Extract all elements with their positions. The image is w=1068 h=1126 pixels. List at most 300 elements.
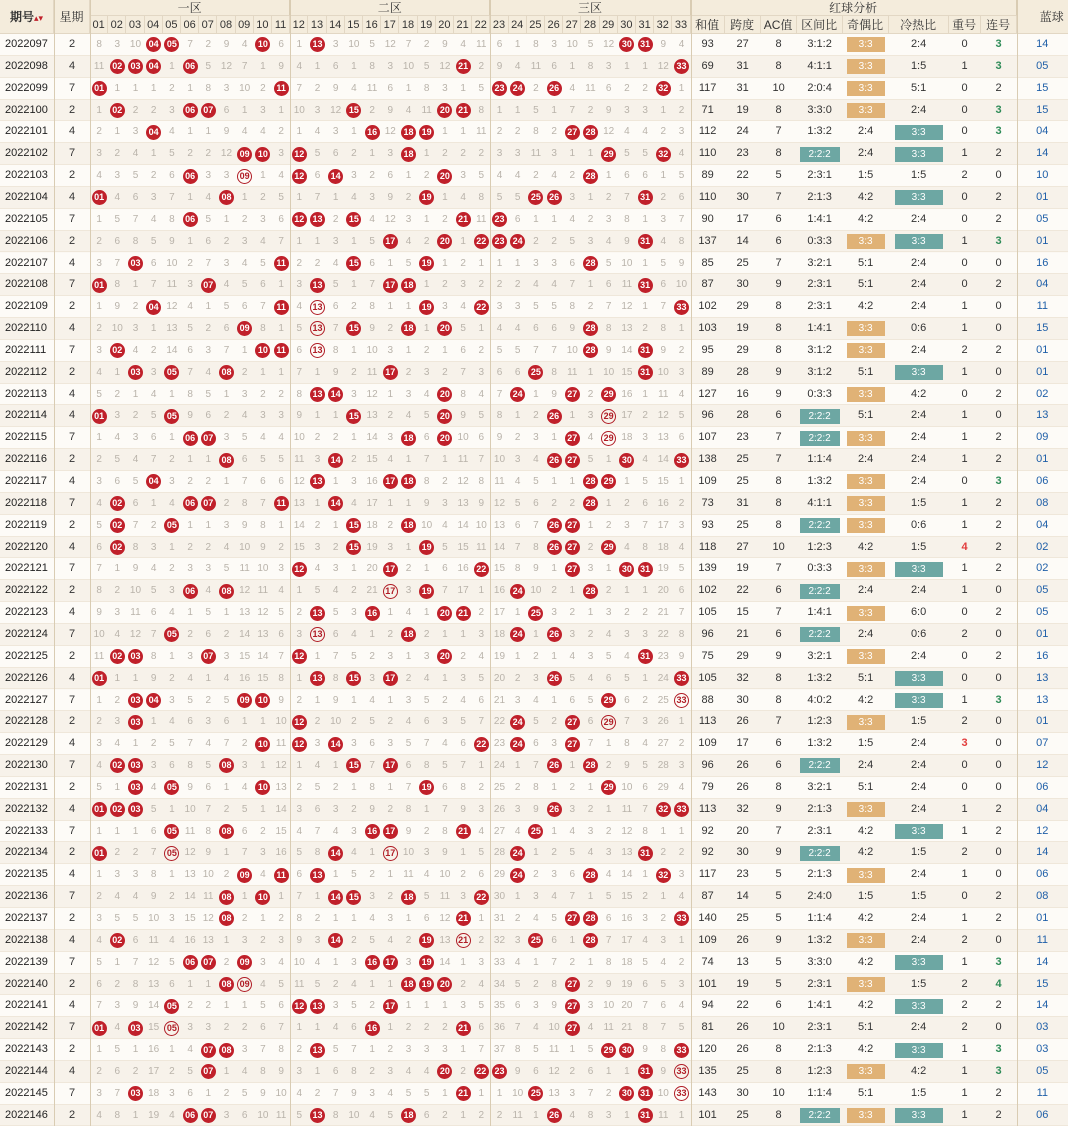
miss-count: 3	[241, 1044, 248, 1056]
row-sum: 118	[698, 540, 717, 553]
miss-count: 10	[93, 628, 105, 640]
miss-count: 10	[493, 454, 506, 466]
red-ball-31: 31	[638, 1086, 653, 1101]
miss-count: 18	[366, 519, 378, 531]
miss-count: 1	[387, 257, 394, 269]
row-repeat: 1	[961, 562, 968, 575]
miss-count: 13	[457, 497, 469, 509]
miss-count: 1	[296, 1022, 303, 1034]
row-sum: 90	[701, 212, 714, 225]
miss-count: 6	[241, 301, 248, 313]
miss-count: 7	[96, 1000, 102, 1012]
miss-count: 8	[551, 978, 557, 990]
miss-count: 5	[296, 323, 303, 335]
miss-count: 10	[402, 847, 415, 859]
miss-count: 4	[223, 541, 230, 553]
header-number-20: 20	[436, 16, 454, 34]
row-zone-ratio: 1:3:2	[807, 737, 832, 750]
miss-count: 6	[642, 978, 648, 990]
miss-count: 2	[351, 716, 357, 728]
red-ball-01: 01	[92, 1021, 107, 1036]
red-ball-16: 16	[365, 1021, 380, 1036]
miss-count: 2	[642, 694, 648, 706]
miss-count: 5	[478, 410, 485, 422]
miss-count: 5	[533, 1044, 539, 1056]
miss-count: 3	[369, 1087, 375, 1099]
miss-count: 5	[551, 913, 557, 924]
row-consecutive: 2	[995, 212, 1002, 225]
row-ac: 5	[775, 912, 782, 924]
miss-count: 4	[205, 366, 212, 378]
miss-count: 12	[657, 60, 669, 72]
row-issue: 2022106	[5, 234, 48, 247]
miss-count: 3	[260, 213, 266, 225]
miss-count: 19	[148, 1109, 160, 1121]
miss-count: 8	[260, 519, 266, 531]
red-ball-19: 19	[419, 933, 434, 948]
row-blue: 16	[1036, 256, 1049, 269]
miss-count: 1	[369, 978, 375, 990]
miss-count: 7	[533, 519, 539, 531]
miss-count: 4	[387, 934, 394, 946]
miss-count: 8	[460, 388, 466, 400]
row-sum: 93	[701, 38, 714, 50]
row-blue: 08	[1036, 890, 1049, 903]
miss-count: 6	[587, 1065, 594, 1077]
miss-count: 5	[369, 934, 375, 946]
miss-count: 16	[657, 497, 669, 509]
miss-count: 7	[423, 454, 430, 466]
red-ball-32: 32	[656, 868, 671, 883]
miss-count: 3	[241, 760, 248, 772]
miss-count: 8	[678, 235, 685, 247]
miss-count: 12	[293, 476, 305, 487]
miss-count: 8	[423, 82, 430, 94]
row-zone-ratio: 2:4:0	[807, 890, 832, 903]
row-span: 25	[736, 1064, 749, 1077]
row-span: 28	[736, 409, 749, 422]
miss-count: 3	[169, 694, 175, 706]
row-ac: 8	[775, 1108, 782, 1121]
miss-count: 9	[678, 650, 685, 662]
red-ball-04: 04	[146, 300, 161, 315]
miss-count: 5	[205, 607, 212, 619]
miss-count: 13	[239, 607, 251, 619]
miss-count: 4	[660, 956, 667, 968]
miss-count: 2	[442, 1022, 448, 1034]
red-ball-30: 30	[619, 1086, 634, 1101]
header-issue[interactable]: 期号▴▾	[0, 0, 54, 34]
miss-count: 3	[260, 847, 266, 859]
miss-count: 10	[293, 104, 305, 116]
miss-count: 7	[478, 454, 485, 466]
row-span: 19	[736, 322, 749, 335]
miss-count: 6	[132, 934, 139, 946]
miss-count: 14	[621, 869, 633, 881]
miss-count: 1	[587, 191, 594, 203]
row-ac: 8	[775, 300, 782, 313]
row-zone-ratio: 1:1:4	[807, 1086, 832, 1099]
miss-count: 4	[478, 978, 485, 990]
row-sum: 92	[701, 824, 714, 837]
miss-count: 1	[605, 563, 612, 575]
miss-count: 1	[460, 126, 466, 138]
red-ball-31: 31	[638, 278, 653, 293]
miss-count: 1	[278, 366, 284, 378]
row-consecutive: 2	[995, 912, 1002, 924]
row-odd-even: 5:1	[857, 409, 874, 422]
column-divider	[1017, 0, 1018, 1126]
miss-count: 1	[260, 60, 266, 72]
miss-count: 1	[442, 672, 448, 684]
miss-count: 7	[605, 934, 612, 946]
miss-count: 7	[260, 1044, 266, 1056]
miss-count: 7	[460, 366, 466, 378]
red-ball-08: 08	[219, 824, 234, 839]
miss-count: 5	[423, 694, 430, 706]
miss-count: 1	[332, 476, 339, 487]
miss-count: 11	[476, 126, 487, 138]
miss-count: 1	[332, 410, 339, 422]
miss-count: 4	[569, 82, 576, 94]
red-ball-13: 13	[310, 627, 325, 642]
miss-count: 7	[241, 476, 248, 487]
row-zone-ratio: 2:3:1	[807, 1021, 832, 1034]
row-sum: 74	[701, 955, 714, 968]
row-span: 32	[736, 802, 749, 815]
row-repeat: 1	[961, 409, 968, 422]
row-ac: 9	[775, 365, 782, 378]
miss-count: 3	[314, 738, 321, 750]
miss-count: 7	[478, 716, 485, 728]
miss-count: 8	[478, 104, 485, 116]
row-blue: 11	[1036, 300, 1048, 313]
miss-count: 1	[241, 1000, 248, 1012]
row-issue: 2022105	[5, 212, 48, 225]
miss-count: 1	[187, 82, 193, 94]
miss-count: 9	[405, 825, 412, 837]
row-ac: 5	[775, 955, 782, 968]
miss-count: 3	[296, 628, 303, 640]
red-ball-26: 26	[547, 1108, 562, 1123]
row-odd-even: 5:1	[857, 1021, 874, 1034]
miss-count: 2	[496, 126, 503, 138]
miss-count: 6	[296, 344, 303, 356]
miss-count: 1	[241, 104, 248, 116]
miss-count: 6	[442, 781, 448, 793]
header-number-33: 33	[672, 16, 690, 34]
red-ball-17: 17	[383, 278, 398, 293]
miss-count: 2	[169, 82, 175, 94]
miss-count: 5	[241, 432, 248, 444]
miss-count: 7	[405, 781, 412, 793]
red-ball-24: 24	[510, 737, 525, 752]
miss-count: 2	[332, 781, 339, 793]
row-repeat: 2	[961, 1021, 968, 1034]
miss-count: 3	[114, 607, 121, 619]
row-span: 23	[736, 868, 749, 881]
miss-count: 1	[533, 847, 539, 859]
miss-count: 7	[642, 803, 648, 815]
red-ball-04: 04	[146, 125, 161, 140]
row-sum: 138	[698, 453, 717, 466]
red-ball-19: 19	[419, 256, 434, 271]
miss-count: 27	[493, 825, 506, 837]
miss-count: 2	[387, 716, 394, 728]
red-ball-21: 21	[456, 59, 471, 74]
red-ball-08: 08	[219, 1043, 234, 1058]
miss-count: 2	[478, 344, 485, 356]
miss-count: 2	[114, 694, 121, 706]
row-blue: 05	[1036, 606, 1049, 619]
miss-count: 9	[150, 672, 157, 684]
miss-count: 1	[496, 257, 503, 269]
miss-count: 7	[460, 760, 466, 772]
miss-count: 1	[187, 126, 193, 138]
miss-count: 17	[657, 519, 669, 531]
miss-count: 1	[387, 781, 394, 793]
miss-count: 13	[621, 323, 633, 335]
row-weekday: 4	[68, 606, 76, 619]
row-issue: 2022098	[5, 59, 48, 72]
row-blue: 12	[1036, 759, 1049, 772]
miss-count: 15	[239, 650, 251, 662]
header-number-14: 14	[327, 16, 345, 34]
row-consecutive: 0	[995, 169, 1002, 182]
red-ball-05: 05	[164, 365, 179, 380]
miss-count: 4	[296, 60, 303, 72]
miss-count: 16	[457, 563, 469, 575]
miss-count: 1	[351, 344, 357, 356]
row-sum: 109	[698, 933, 717, 946]
miss-count: 12	[330, 104, 342, 116]
miss-count: 5	[351, 650, 357, 662]
row-hot-cold: 1:5	[910, 1086, 927, 1099]
miss-count: 4	[205, 191, 212, 203]
row-blue: 14	[1036, 38, 1049, 50]
row-weekday: 4	[68, 540, 76, 553]
miss-count: 4	[96, 366, 102, 378]
miss-count: 1	[460, 847, 466, 859]
miss-count: 11	[476, 213, 487, 225]
odd-even-badge: 3:3	[847, 868, 885, 883]
miss-count: 15	[293, 541, 305, 553]
miss-count: 19	[621, 978, 633, 990]
miss-count: 5	[169, 148, 175, 160]
miss-count: 9	[442, 39, 448, 50]
miss-count: 2	[587, 541, 594, 553]
miss-count: 5	[96, 388, 102, 400]
row-sum: 109	[698, 475, 717, 487]
miss-count: 4	[624, 541, 630, 553]
miss-count: 4	[569, 1109, 576, 1121]
row-consecutive: 0	[995, 409, 1002, 422]
miss-count: 14	[148, 1000, 160, 1012]
miss-count: 7	[187, 366, 193, 378]
row-sum: 102	[698, 584, 717, 597]
miss-count: 1	[551, 650, 557, 662]
miss-count: 4	[442, 738, 448, 750]
miss-count: 1	[132, 738, 139, 750]
miss-count: 2	[442, 148, 448, 160]
miss-count: 10	[293, 956, 305, 968]
miss-count: 4	[405, 1065, 412, 1077]
row-blue: 02	[1036, 562, 1049, 575]
miss-count: 5	[369, 716, 375, 728]
red-ball-05: 05	[164, 1021, 179, 1036]
miss-count: 8	[96, 39, 102, 50]
miss-count: 2	[260, 825, 266, 837]
miss-count: 1	[169, 388, 175, 400]
miss-count: 6	[132, 497, 139, 509]
miss-count: 6	[660, 279, 667, 291]
column-divider	[490, 0, 491, 1126]
miss-count: 1	[169, 1044, 175, 1056]
hot-cold-badge: 3:3	[895, 824, 943, 839]
miss-count: 1	[150, 323, 157, 335]
red-ball-11: 11	[274, 496, 289, 511]
red-ball-25: 25	[528, 933, 543, 948]
miss-count: 1	[150, 497, 157, 509]
miss-count: 4	[642, 454, 648, 466]
row-hot-cold: 0:6	[910, 627, 927, 640]
miss-count: 4	[405, 607, 412, 619]
miss-count: 2	[241, 213, 248, 225]
miss-count: 4	[533, 279, 539, 291]
miss-count: 5	[351, 869, 357, 881]
red-ball-02: 02	[110, 540, 125, 555]
row-issue: 2022102	[5, 147, 48, 160]
miss-count: 10	[475, 519, 487, 531]
zone-ratio-badge: 2:2:2	[800, 518, 840, 533]
miss-count: 11	[203, 891, 214, 903]
miss-count: 3	[223, 1109, 230, 1121]
header-sum: 和值	[691, 16, 725, 34]
miss-count: 2	[96, 716, 102, 728]
red-ball-20: 20	[437, 1064, 452, 1079]
row-blue: 01	[1036, 190, 1049, 203]
miss-count: 2	[605, 760, 612, 772]
miss-count: 20	[366, 563, 378, 575]
red-ball-13: 13	[310, 606, 325, 621]
red-ball-02: 02	[110, 649, 125, 664]
row-ac: 10	[772, 1086, 785, 1099]
miss-count: 4	[478, 825, 485, 837]
miss-count: 1	[660, 104, 667, 116]
miss-count: 1	[442, 257, 448, 269]
miss-count: 4	[169, 497, 175, 509]
miss-count: 3	[460, 891, 466, 903]
miss-count: 9	[387, 191, 394, 203]
row-consecutive: 2	[995, 453, 1002, 466]
red-ball-01: 01	[92, 81, 107, 96]
red-ball-23: 23	[492, 81, 507, 96]
row-zone-ratio: 0:3:3	[807, 387, 832, 400]
row-repeat: 1	[961, 912, 968, 924]
sort-arrows-icon[interactable]: ▴▾	[33, 13, 44, 23]
red-ball-08: 08	[219, 190, 234, 205]
miss-count: 4	[278, 585, 284, 597]
miss-count: 8	[351, 1065, 357, 1077]
miss-count: 3	[132, 432, 139, 444]
miss-count: 5	[533, 301, 539, 313]
row-zone-ratio: 1:4:1	[807, 322, 832, 335]
hot-cold-badge: 3:3	[895, 1108, 943, 1123]
miss-count: 3	[460, 1000, 466, 1012]
miss-count: 12	[657, 410, 669, 422]
miss-count: 6	[332, 148, 339, 160]
miss-count: 1	[605, 454, 612, 466]
miss-count: 6	[114, 235, 121, 247]
row-zone-ratio: 4:1:1	[807, 59, 832, 72]
row-zone-ratio: 1:3:2	[807, 125, 832, 138]
miss-count: 1	[642, 213, 648, 225]
miss-count: 2	[660, 847, 667, 859]
row-sum: 69	[701, 59, 714, 72]
miss-count: 4	[260, 432, 266, 444]
miss-count: 2	[460, 1065, 466, 1077]
miss-count: 2	[678, 344, 685, 356]
red-ball-29: 29	[601, 409, 616, 424]
miss-count: 5	[332, 607, 339, 619]
row-hot-cold: 0:6	[910, 322, 927, 335]
red-ball-31: 31	[638, 562, 653, 577]
miss-count: 8	[533, 39, 539, 50]
miss-count: 6	[496, 39, 503, 50]
row-sum: 117	[698, 868, 717, 881]
miss-count: 2	[387, 803, 394, 815]
miss-count: 3	[605, 1109, 612, 1121]
row-issue: 2022143	[5, 1043, 48, 1056]
miss-count: 8	[642, 1022, 648, 1034]
row-ac: 6	[775, 627, 782, 640]
miss-count: 4	[442, 519, 448, 531]
miss-count: 1	[205, 978, 212, 990]
red-ball-33: 33	[674, 911, 689, 926]
miss-count: 2	[587, 803, 594, 815]
miss-count: 4	[169, 934, 175, 946]
miss-count: 1	[423, 563, 430, 575]
miss-count: 1	[187, 235, 193, 247]
row-weekday: 7	[68, 496, 76, 509]
miss-count: 1	[587, 519, 594, 531]
row-span: 19	[736, 977, 749, 990]
miss-count: 6	[514, 213, 521, 225]
row-weekday: 4	[68, 1064, 76, 1077]
miss-count: 16	[184, 934, 196, 946]
miss-count: 5	[132, 913, 139, 924]
miss-count: 3	[278, 934, 284, 946]
miss-count: 1	[351, 781, 357, 793]
row-weekday: 4	[68, 256, 76, 269]
miss-count: 9	[132, 563, 139, 575]
row-ac: 7	[775, 190, 782, 203]
red-ball-10: 10	[255, 343, 270, 358]
row-hot-cold: 2:4	[910, 475, 927, 487]
miss-count: 4	[223, 279, 230, 291]
red-ball-27: 27	[565, 518, 580, 533]
miss-count: 11	[403, 869, 414, 881]
miss-count: 6	[205, 781, 212, 793]
miss-count: 2	[205, 476, 212, 487]
miss-count: 1	[514, 39, 521, 50]
miss-count: 12	[148, 956, 160, 968]
row-weekday: 4	[68, 802, 76, 815]
miss-count: 2	[387, 323, 394, 335]
miss-count: 8	[369, 60, 375, 72]
row-sum: 101	[698, 1108, 717, 1121]
miss-count: 1	[569, 934, 576, 946]
